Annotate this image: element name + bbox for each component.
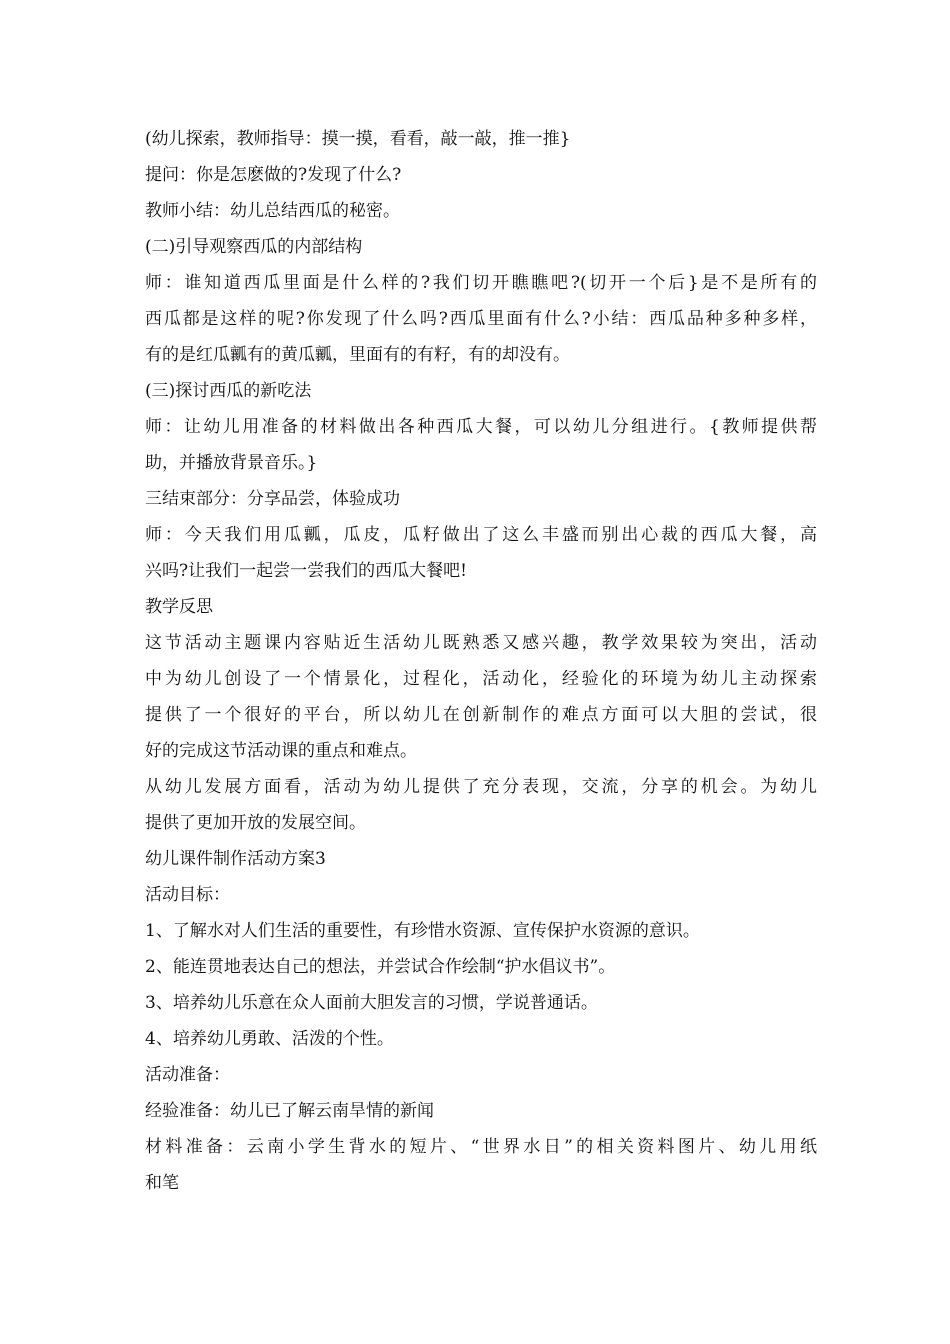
list-item: 4、培养幼儿勇敢、活泼的个性。 <box>145 1029 394 1049</box>
section-heading: (二)引导观察西瓜的内部结构 <box>145 237 363 257</box>
text-line: 教师小结：幼儿总结西瓜的秘密。 <box>145 201 400 221</box>
document-body <box>145 121 817 1201</box>
list-item: 2、能连贯地表达自己的想法，并尝试合作绘制“护水倡议书”。 <box>145 957 616 977</box>
text-line: 助，并播放背景音乐。} <box>145 453 318 473</box>
text-line: 这节活动主题课内容贴近生活幼儿既熟悉又感兴趣，教学效果较为突出，活动 <box>145 633 817 653</box>
text-line: 师：让幼儿用准备的材料做出各种西瓜大餐，可以幼儿分组进行。{教师提供帮 <box>145 417 817 437</box>
section-heading: 活动目标： <box>145 885 230 905</box>
text-line: 有的是红瓜瓤有的黄瓜瓤，里面有的有籽，有的却没有。 <box>145 345 570 365</box>
text-line: 提问：你是怎麽做的?发现了什么? <box>145 165 402 185</box>
text-line: 兴吗?让我们一起尝一尝我们的西瓜大餐吧! <box>145 561 467 581</box>
text-line: 材料准备：云南小学生背水的短片、“世界水日”的相关资料图片、幼儿用纸 <box>145 1137 817 1157</box>
section-heading: 活动准备： <box>145 1065 230 1085</box>
document-title: 幼儿课件制作活动方案3 <box>145 849 326 869</box>
text-line: 中为幼儿创设了一个情景化，过程化，活动化，经验化的环境为幼儿主动探索 <box>145 669 817 689</box>
text-line: 提供了一个很好的平台，所以幼儿在创新制作的难点方面可以大胆的尝试，很 <box>145 705 817 725</box>
text-line: 和笔 <box>145 1173 179 1193</box>
section-heading: 教学反思 <box>145 597 213 617</box>
list-item: 1、了解水对人们生活的重要性，有珍惜水资源、宣传保护水资源的意识。 <box>145 921 700 941</box>
text-line: (幼儿探索，教师指导：摸一摸，看看，敲一敲，推一推} <box>145 129 571 149</box>
text-line: 提供了更加开放的发展空间。 <box>145 813 366 833</box>
section-heading: (三)探讨西瓜的新吃法 <box>145 381 312 401</box>
text-line: 好的完成这节活动课的重点和难点。 <box>145 741 417 761</box>
text-line: 师：今天我们用瓜瓤，瓜皮，瓜籽做出了这么丰盛而别出心裁的西瓜大餐，高 <box>145 525 817 545</box>
text-line: 经验准备：幼儿已了解云南旱情的新闻 <box>145 1101 434 1121</box>
list-item: 3、培养幼儿乐意在众人面前大胆发言的习惯，学说普通话。 <box>145 993 598 1013</box>
text-line: 从幼儿发展方面看，活动为幼儿提供了充分表现，交流，分享的机会。为幼儿 <box>145 777 817 797</box>
section-heading: 三结束部分：分享品尝，体验成功 <box>145 489 400 509</box>
text-line: 师：谁知道西瓜里面是什么样的?我们切开瞧瞧吧?(切开一个后}是不是所有的 <box>145 273 817 293</box>
text-line: 西瓜都是这样的呢?你发现了什么吗?西瓜里面有什么?小结：西瓜品种多种多样， <box>145 309 817 329</box>
